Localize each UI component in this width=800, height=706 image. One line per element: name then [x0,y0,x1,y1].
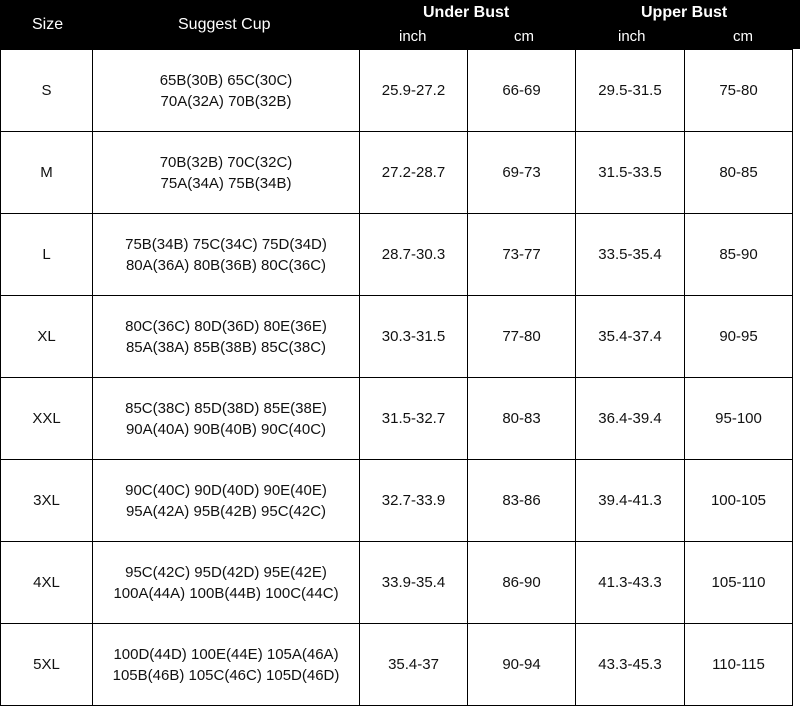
suggest-cup-cell [93,296,360,378]
under-bust-inch-cell: 32.7-33.9 [360,460,468,542]
suggest-cup-cell [93,624,360,706]
cup-line-2: 105B(46B) 105C(46C) 105D(46D) [112,666,340,684]
upper-bust-cm-cell: 105-110 [685,542,793,624]
upper-bust-inch-cell: 39.4-41.3 [576,460,685,542]
cup-line-2: 100A(44A) 100B(44B) 100C(44C) [113,584,339,602]
upper-bust-inch-cell: 41.3-43.3 [576,542,685,624]
header-suggest-cup: Suggest Cup [178,16,271,33]
table-row [1,378,793,460]
table-row [1,50,793,132]
header-under-inch: inch [399,28,427,45]
header-size: Size [32,16,64,33]
size-cell: M [1,132,93,214]
suggest-cup-cell [93,214,360,296]
table-row [1,542,793,624]
under-bust-cm-cell: 90-94 [468,624,576,706]
cup-line-2: 70A(32A) 70B(32B) [160,92,292,110]
size-cell: L [1,214,93,296]
cup-line-2: 90A(40A) 90B(40B) 90C(40C) [125,420,327,438]
table-header [0,0,800,49]
cup-line-2: 75A(34A) 75B(34B) [160,174,292,192]
header-upper-bust: Upper Bust [641,4,728,21]
header-upper-inch: inch [618,28,646,45]
upper-bust-cm-cell: 75-80 [685,50,793,132]
under-bust-inch-cell: 25.9-27.2 [360,50,468,132]
size-cell: XL [1,296,93,378]
upper-bust-cm-cell: 95-100 [685,378,793,460]
cup-line-1: 70B(32B) 70C(32C) [159,153,293,171]
table-row [1,214,793,296]
header-upper-cm: cm [733,28,753,45]
cup-line-1: 75B(34B) 75C(34C) 75D(34D) [125,235,327,253]
cup-line-1: 95C(42C) 95D(42D) 95E(42E) [125,563,327,581]
upper-bust-cm-cell: 80-85 [685,132,793,214]
upper-bust-inch-cell: 29.5-31.5 [576,50,685,132]
under-bust-inch-cell: 33.9-35.4 [360,542,468,624]
size-cell: XXL [1,378,93,460]
cup-line-1: 85C(38C) 85D(38D) 85E(38E) [125,399,327,417]
under-bust-cm-cell: 77-80 [468,296,576,378]
size-cell: S [1,50,93,132]
under-bust-cm-cell: 66-69 [468,50,576,132]
cup-line-2: 85A(38A) 85B(38B) 85C(38C) [125,338,327,356]
suggest-cup-cell [93,378,360,460]
under-bust-cm-cell: 86-90 [468,542,576,624]
under-bust-cm-cell: 73-77 [468,214,576,296]
cup-line-1: 100D(44D) 100E(44E) 105A(46A) [113,645,339,663]
upper-bust-inch-cell: 31.5-33.5 [576,132,685,214]
upper-bust-inch-cell: 33.5-35.4 [576,214,685,296]
table-row [1,296,793,378]
upper-bust-inch-cell: 36.4-39.4 [576,378,685,460]
table-row [1,460,793,542]
upper-bust-inch-cell: 43.3-45.3 [576,624,685,706]
cup-line-1: 90C(40C) 90D(40D) 90E(40E) [125,481,327,499]
cup-line-1: 65B(30B) 65C(30C) [159,71,293,89]
cup-line-2: 80A(36A) 80B(36B) 80C(36C) [125,256,327,274]
header-under-cm: cm [514,28,534,45]
upper-bust-cm-cell: 110-115 [685,624,793,706]
under-bust-inch-cell: 30.3-31.5 [360,296,468,378]
suggest-cup-cell [93,460,360,542]
cup-line-1: 80C(36C) 80D(36D) 80E(36E) [125,317,327,335]
cup-line-2: 95A(42A) 95B(42B) 95C(42C) [125,502,327,520]
suggest-cup-cell [93,542,360,624]
under-bust-inch-cell: 28.7-30.3 [360,214,468,296]
size-table [0,49,793,706]
under-bust-cm-cell: 69-73 [468,132,576,214]
under-bust-inch-cell: 35.4-37 [360,624,468,706]
under-bust-cm-cell: 80-83 [468,378,576,460]
size-cell: 5XL [1,624,93,706]
upper-bust-cm-cell: 85-90 [685,214,793,296]
size-cell: 4XL [1,542,93,624]
upper-bust-cm-cell: 90-95 [685,296,793,378]
under-bust-inch-cell: 27.2-28.7 [360,132,468,214]
upper-bust-inch-cell: 35.4-37.4 [576,296,685,378]
table-row [1,624,793,706]
upper-bust-cm-cell: 100-105 [685,460,793,542]
header-under-bust: Under Bust [423,4,510,21]
under-bust-cm-cell: 83-86 [468,460,576,542]
size-cell: 3XL [1,460,93,542]
suggest-cup-cell [93,50,360,132]
suggest-cup-cell [93,132,360,214]
under-bust-inch-cell: 31.5-32.7 [360,378,468,460]
table-row [1,132,793,214]
